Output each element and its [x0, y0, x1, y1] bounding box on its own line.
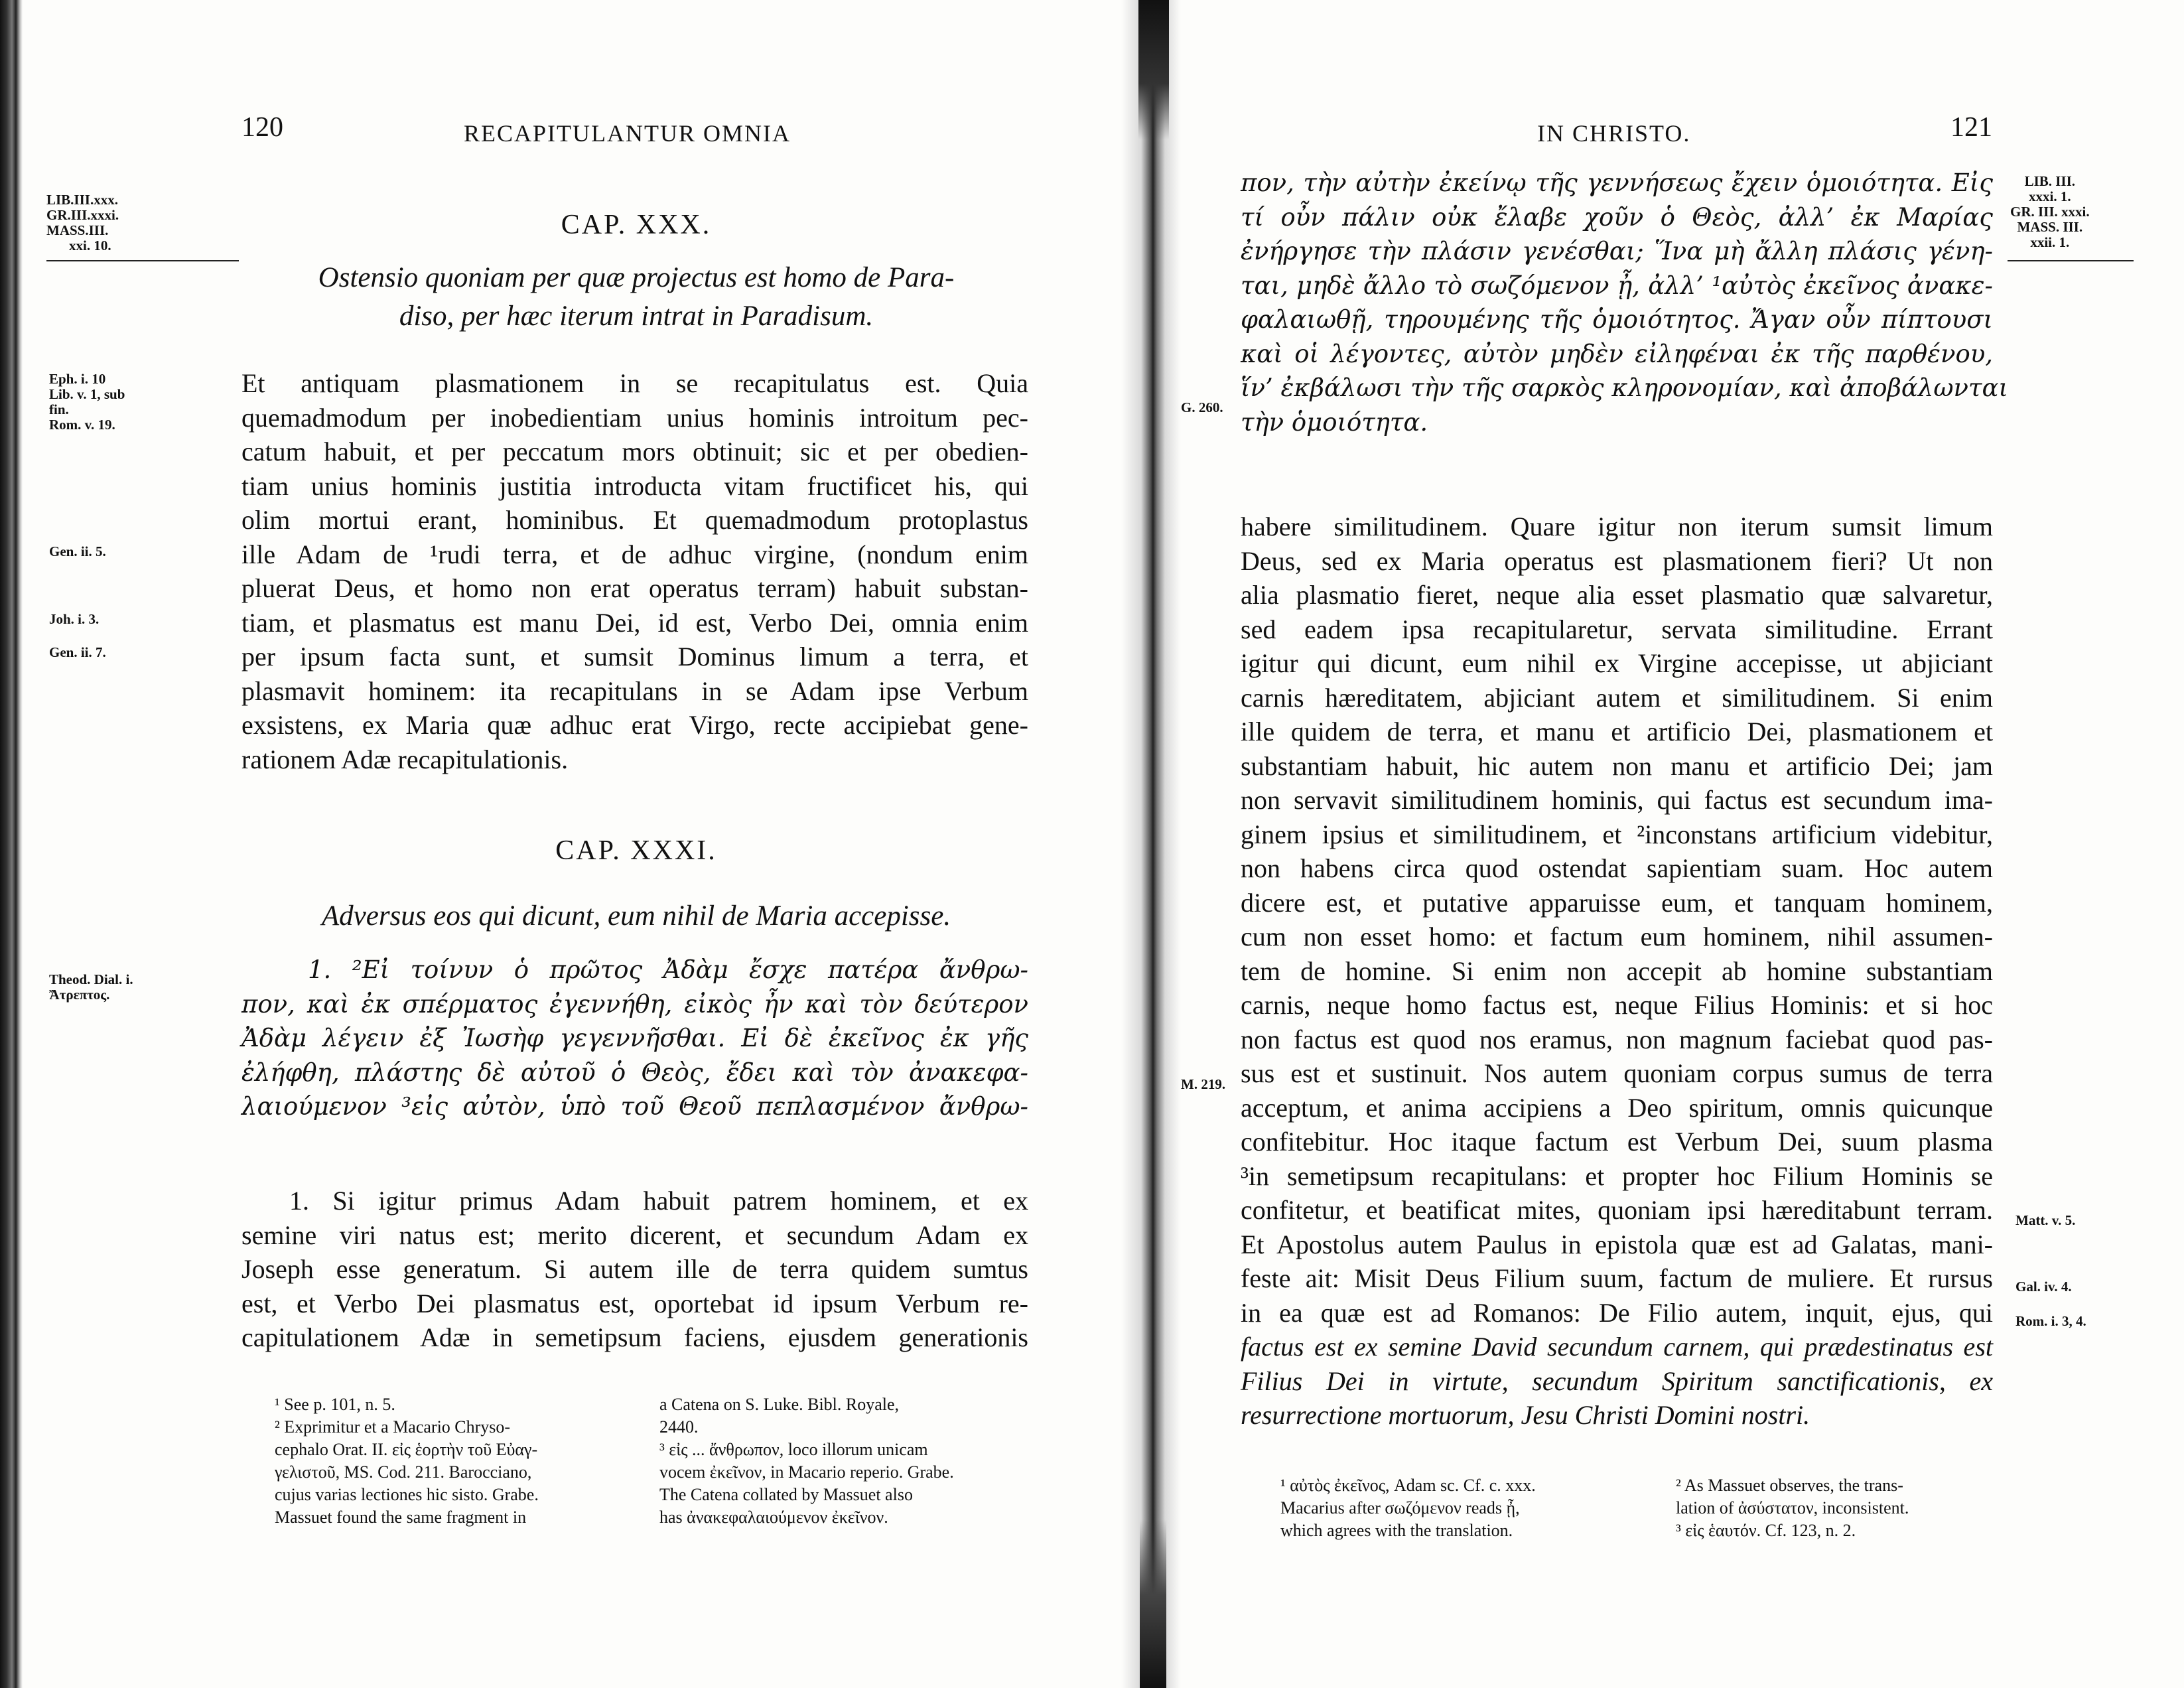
- footnote-line: ² As Massuet observes, the trans-: [1676, 1476, 1903, 1495]
- text-line: catum habuit, et per peccatum mors obtinuit; sic et per obedien-: [241, 437, 1028, 466]
- margin-ref-theod: Theod. Dial. i. Ἄτρεπτος.: [49, 971, 133, 1003]
- left-binding-edge: [0, 0, 23, 1688]
- greek-line: ται, μηδὲ ἄλλο τὸ σωζόμενον ᾖ, ἀλλ’ ¹αὐτὸς ἐκεῖνος ἀνακε-: [1241, 271, 1993, 300]
- greek-fragment: [241, 953, 1028, 1124]
- margin-ref-g-260: G. 260.: [1181, 399, 1223, 415]
- footnotes-column-1: [275, 1393, 646, 1529]
- footnote-line: 2440.: [659, 1417, 699, 1437]
- text-line: habere similitudinem. Quare igitur non iterum sumsit limum: [1241, 512, 1993, 541]
- text-line: est, et Verbo Dei plasmatus est, oportebat id ipsum Verbum re-: [241, 1288, 1028, 1318]
- footnote-line: vocem ἐκεῖνον, in Macario reperio. Grabe.: [659, 1462, 954, 1482]
- text-line: capitulationem Adæ in semetipsum faciens, ejusdem generationis: [241, 1322, 1028, 1352]
- footnote-line: cujus varias lectiones hic sisto. Grabe.: [275, 1485, 539, 1504]
- text-line: ille quidem de terra, et manu et artificio Dei, plasmationem et: [1241, 717, 1993, 746]
- text-line: confitetur, et beatificat mites, quoniam ipsi hæreditabunt terram.: [1241, 1195, 1993, 1225]
- greek-line: πον, καὶ ἐκ σπέρματος ἐγεννήθη, εἰκὸς ἦν καὶ τὸν δεύτερον: [241, 989, 1028, 1019]
- top-margin-refs: LIB.III.xxx. GR.III.xxxi. MASS.III. xxi. 10.: [46, 192, 119, 253]
- greek-line: 1. ²Εἰ τοίνυν ὁ πρῶτος Ἀδὰμ ἔσχε πατέρα ἄνθρω-: [308, 955, 1028, 984]
- footnote-line: ³ εἰς ἑαυτόν. Cf. 123, n. 2.: [1676, 1521, 1856, 1540]
- text-line: tem de homine. Si enim non accepit ab homine substantiam: [1241, 955, 1993, 986]
- chapter-heading: CAP. XXXI.: [555, 835, 717, 866]
- margin-ref-gal: Gal. iv. 4.: [2015, 1279, 2072, 1295]
- center-gutter: [1121, 0, 1181, 1688]
- margin-ref-gen-2-5: Gen. ii. 5.: [49, 543, 106, 559]
- text-line: Et Apostolus autem Paulus in epistola quæ est ad Galatas, mani-: [1241, 1229, 1993, 1259]
- text-line: carnis, neque homo factus est, neque Filius Hominis: et si hoc: [1241, 990, 1993, 1020]
- footnote-line: which agrees with the translation.: [1280, 1521, 1513, 1540]
- text-line: non habens circa quod ostendat sapientiam suam. Hoc autem: [1241, 853, 1993, 883]
- footnote-line: ² Exprimitur et a Macario Chryso-: [275, 1417, 511, 1437]
- text-line: non factus est quod nos eramus, non magnum faciebat quod pas-: [1241, 1024, 1993, 1054]
- footnote-line: ¹ See p. 101, n. 5.: [275, 1395, 395, 1414]
- text-line: Et antiquam plasmationem in se recapitulatus est. Quia: [241, 368, 1028, 398]
- text-line: rationem Adæ recapitulationis.: [241, 744, 569, 774]
- footnote-line: ¹ αὐτὸς ἐκεῖνος, Adam sc. Cf. c. xxx.: [1280, 1476, 1536, 1495]
- greek-line: φαλαιωθῇ, τηρουμένης τῆς ὁμοιότητος. Ἄγαν οὖν πίπτουσι: [1241, 305, 1993, 334]
- text-line: Deus, sed ex Maria operatus est plasmationem fieri? Ut non: [1241, 545, 1993, 576]
- greek-line: ἐνήργησε τὴν πλάσιν γενέσθαι; Ἵνα μὴ ἄλλη πλάσις γένη-: [1241, 237, 1993, 265]
- margin-rule: [2008, 260, 2134, 261]
- text-line: tiam, et plasmatus est manu Dei, id est, Verbo Dei, omnia enim: [241, 607, 1028, 638]
- text-line: carnis hæreditatem, abjiciant autem et similitudinem. Si enim: [1241, 682, 1993, 713]
- footnote-line: a Catena on S. Luke. Bibl. Royale,: [659, 1395, 900, 1414]
- footnote-line: The Catena collated by Massuet also: [659, 1485, 913, 1504]
- greek-line: Ἀδὰμ λέγειν ἐξ Ἰωσὴφ γεγεννῆσθαι. Εἰ δὲ ἐκεῖνος ἐκ γῆς: [241, 1024, 1028, 1052]
- margin-ref-rom: Rom. i. 3, 4.: [2015, 1313, 2086, 1329]
- text-line: non servavit similitudinem hominis, qui factus est secundum ima-: [1241, 785, 1993, 815]
- footnote-line: cephalo Orat. II. εἰς ἑορτὴν τοῦ Εὐαγ-: [275, 1440, 538, 1459]
- text-line: tiam unius hominis justitia introducta vitam fructificet his, qui: [241, 470, 1028, 501]
- greek-line: καὶ οἱ λέγοντες, αὐτὸν μηδὲν εἰληφέναι ἐκ τῆς παρθένου,: [1241, 339, 1993, 368]
- top-margin-refs: LIB. III. xxxi. 1. GR. III. xxxi. MASS. III. xxii. 1.: [2010, 173, 2090, 250]
- margin-ref-eph: Eph. i. 10 Lib. v. 1, sub fin. Rom. v. 19.: [49, 371, 125, 433]
- latin-text: [241, 1184, 1028, 1355]
- left-page: [23, 0, 1121, 1688]
- greek-line: τί οὖν πάλιν οὐκ ἔλαβε χοῦν ὁ Θεὸς, ἀλλ’ ἐκ Μαρίας: [1241, 202, 1993, 232]
- text-line: Joseph esse generatum. Si autem ille de terra quidem sumtus: [241, 1254, 1028, 1284]
- right-page: [1181, 0, 2184, 1688]
- chapter-30-text: [241, 366, 1028, 776]
- text-line: feste ait: Misit Deus Filium suum, factum de muliere. Et rursus: [1241, 1263, 1993, 1293]
- footnotes-column-2: [1676, 1474, 1988, 1542]
- footnote-line: Macarius after σωζόμενον reads ᾖ,: [1280, 1498, 1520, 1517]
- text-line: resurrectione mortuorum, Jesu Christi Domini nostri.: [1241, 1400, 1810, 1430]
- gutter-shadow-top: [1138, 0, 1169, 139]
- text-line: substantiam habuit, hic autem non manu et artificio Dei; jam: [1241, 750, 1993, 781]
- text-line: acceptum, et anima accipiens a Deo spiritum, omnis quicunque: [1241, 1092, 1993, 1123]
- text-line: cum non esset homo: et factum eum hominem, nihil assumen-: [1241, 922, 1993, 951]
- text-line: olim mortui erant, hominibus. Et quemadmodum protoplastus: [241, 505, 1028, 535]
- page-number: 121: [1950, 112, 1992, 143]
- latin-text: [1241, 510, 1993, 1433]
- margin-ref-gen-2-7: Gen. ii. 7.: [49, 644, 106, 660]
- running-head: IN CHRISTO.: [1537, 120, 1691, 147]
- text-line: quemadmodum per inobedientiam unius hominis introitum pec-: [241, 402, 1028, 433]
- text-line: ille Adam de ¹rudi terra, et de adhuc virgine, (nondum enim: [241, 539, 1028, 569]
- greek-line: πον, τὴν αὐτὴν ἐκείνῳ τῆς γεννήσεως ἔχειν ὁμοιότητα. Εἰς: [1241, 169, 1993, 197]
- text-line: Filius Dei in virtute, secundum Spiritum sanctificationis, ex: [1241, 1366, 1993, 1396]
- text-line: ginem ipsius et similitudinem, et ²inconstans artificium videbitur,: [1241, 819, 1993, 849]
- text-line: pluerat Deus, et homo non erat operatus terram) habuit substan-: [241, 573, 1028, 603]
- text-line: ³in semetipsum recapitulans: et propter hoc Filium Hominis se: [1241, 1160, 1993, 1191]
- footnote-line: lation of ἀσύστατον, inconsistent.: [1676, 1498, 1909, 1517]
- text-line: per ipsum facta sunt, et sumsit Dominus limum a terra, et: [241, 642, 1028, 671]
- text-line: exsistens, ex Maria quæ adhuc erat Virgo, recte accipiebat gene-: [241, 710, 1028, 740]
- text-line: alia plasmatio fieret, neque alia esset plasmatio quæ salvaretur,: [1241, 580, 1993, 610]
- margin-ref-matt: Matt. v. 5.: [2015, 1212, 2076, 1228]
- footnote-line: Massuet found the same fragment in: [275, 1508, 527, 1527]
- text-line: dicere est, et putative apparuisse eum, et tanquam hominem,: [1241, 887, 1993, 918]
- footnotes-column-1: [1280, 1474, 1665, 1542]
- running-head: RECAPITULANTUR OMNIA: [464, 120, 791, 147]
- text-line: semine viri natus est; merito dicerent, et secundum Adam ex: [241, 1220, 1028, 1250]
- text-line: in ea quæ est ad Romanos: De Filio autem, inquit, ejus, qui: [1241, 1297, 1993, 1328]
- footnote-line: ³ εἰς ... ἄνθρωπον, loco illorum unicam: [659, 1440, 928, 1459]
- margin-ref-joh-1-3: Joh. i. 3.: [49, 611, 100, 627]
- footnote-line: γελιστοῦ, MS. Cod. 211. Barocciano,: [275, 1462, 532, 1482]
- greek-line: λαιούμενον ³εἰς αὐτὸν, ὑπὸ τοῦ Θεοῦ πεπλασμένον ἄνθρω-: [241, 1092, 1028, 1121]
- greek-line: ἐλήφθη, πλάστης δὲ αὐτοῦ ὁ Θεὸς, ἔδει καὶ τὸν ἀνακεφα-: [241, 1058, 1028, 1087]
- gutter-shadow-bottom: [1140, 1519, 1166, 1688]
- page-number: 120: [241, 112, 283, 143]
- text-line: igitur qui dicunt, eum nihil ex Virgine accepisse, ut abjiciant: [1241, 648, 1993, 678]
- margin-rule: [46, 260, 239, 261]
- footnotes-column-2: [659, 1393, 1031, 1529]
- chapter-argument: Adversus eos qui dicunt, eum nihil de Maria accepisse.: [321, 900, 951, 932]
- footnote-line: has ἀνακεφαλαιούμενον ἐκεῖνον.: [659, 1508, 888, 1527]
- greek-fragment: [1241, 166, 2008, 439]
- text-line: sed eadem ipsa recapitularetur, servata similitudine. Errant: [1241, 614, 1993, 644]
- greek-line: τὴν ὁμοιότητα.: [1241, 407, 1428, 437]
- text-line: 1. Si igitur primus Adam habuit patrem hominem, et ex: [289, 1186, 1028, 1216]
- margin-ref-m-219: M. 219.: [1181, 1076, 1226, 1092]
- text-line: confitebitur. Hoc itaque factum est Verbum Dei, suum plasma: [1241, 1127, 1993, 1157]
- greek-line: ἵν’ ἐκβάλωσι τὴν τῆς σαρκὸς κληρονομίαν, καὶ ἀποβάλωνται: [1241, 374, 2008, 402]
- chapter-argument: Ostensio quoniam per quæ projectus est homo de Para- diso, per hæc iterum intrat in Paradisum.: [318, 262, 955, 332]
- text-line: factus est ex semine David secundum carnem, qui prædestinatus est: [1241, 1332, 1993, 1362]
- chapter-heading: CAP. XXX.: [561, 210, 712, 240]
- text-line: plasmavit hominem: ita recapitulans in se Adam ipse Verbum: [241, 675, 1028, 706]
- text-line: sus est et sustinuit. Nos autem quoniam corpus sumus de terra: [1241, 1058, 1993, 1088]
